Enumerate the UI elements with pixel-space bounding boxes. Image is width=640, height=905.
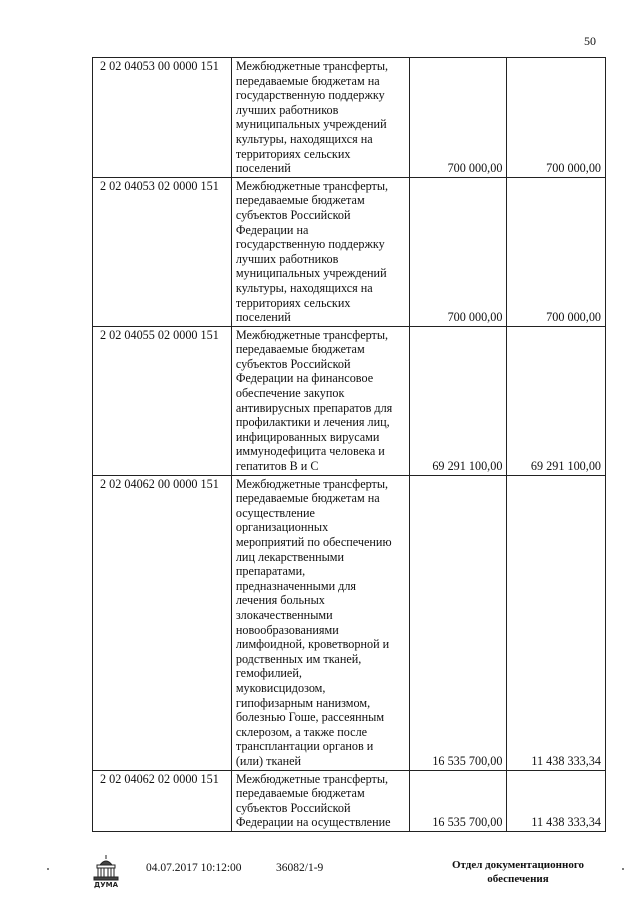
page-number: 50: [584, 34, 596, 48]
amount-first: 700 000,00: [409, 58, 507, 178]
amount-first: 16 535 700,00: [409, 770, 507, 831]
budget-item-name-line: мероприятий по обеспечению: [235, 535, 392, 549]
amount-second: 11 438 333,34: [507, 475, 606, 770]
budget-item-name-line: государственную поддержку: [235, 88, 385, 103]
table-row: [93, 177, 606, 326]
budget-item-name-line: иммунодефицита человека и: [235, 444, 385, 459]
budget-item-name-line: лучших работников: [235, 102, 339, 117]
budget-item-name-line: поселений: [235, 310, 291, 325]
budget-item-name-line: профилактики и лечения лиц,: [235, 415, 390, 430]
budget-item-name-line: субъектов Российской: [235, 800, 351, 815]
budget-item-name-line: территориях сельских: [235, 295, 351, 310]
budget-item-name-line: осуществление: [235, 505, 315, 520]
budget-item-name-line: Межбюджетные трансферты,: [235, 59, 389, 73]
budget-item-name-line: новообразованиями: [235, 622, 339, 637]
footer-date: 04.07.2017 10:12:00: [146, 862, 242, 874]
budget-item-name-line: Межбюджетные трансферты,: [235, 178, 389, 193]
amount-first: 69 291 100,00: [409, 326, 507, 475]
budget-code: 2 02 04055 02 0000 151: [93, 326, 232, 475]
budget-item-name-line: Федерации на осуществление: [235, 815, 391, 830]
logo-text: ДУМА: [93, 881, 119, 889]
budget-item-name-line: муниципальных учреждений: [235, 266, 387, 281]
budget-item-name-line: поселений: [235, 161, 291, 176]
budget-item-name-line: Федерации на финансовое: [235, 371, 374, 386]
budget-code: 2 02 04062 00 0000 151: [93, 475, 232, 770]
table-row: [93, 770, 606, 831]
budget-item-name-line: Межбюджетные трансферты,: [235, 771, 389, 786]
budget-item-name-line: гипофизарным нанизмом,: [235, 695, 371, 710]
budget-item-name-line: гемофилией,: [235, 666, 302, 681]
budget-item-name-line: лимфоидной, кроветворной и: [235, 637, 390, 652]
budget-item-name-line: Федерации на: [235, 222, 309, 237]
budget-code: 2 02 04062 02 0000 151: [93, 770, 232, 831]
budget-item-name-line: государственную поддержку: [235, 237, 385, 252]
budget-item-name-line: антивирусных препаратов для: [235, 400, 393, 415]
budget-item-name-line: инфицированных вирусами: [235, 429, 380, 444]
budget-item-name-line: склерозом, а также после: [235, 724, 368, 739]
budget-item-name-line: субъектов Российской: [235, 356, 351, 371]
budget-code: 2 02 04053 02 0000 151: [93, 177, 232, 326]
budget-item-name-line: лечения больных: [235, 593, 325, 608]
amount-second: 700 000,00: [507, 177, 606, 326]
amount-first: 16 535 700,00: [409, 475, 507, 770]
table-row: [93, 326, 606, 475]
table-row: [93, 58, 606, 178]
budget-item-name-line: передаваемые бюджетам: [235, 786, 365, 801]
footer-department: [438, 858, 598, 886]
budget-item-name-line: организационных: [235, 520, 329, 535]
budget-item-name-line: лиц лекарственными: [235, 549, 345, 564]
footer-doc-number: 36082/1-9: [276, 862, 324, 874]
budget-item-name-line: злокачественными: [235, 607, 333, 622]
budget-item-name-line: препаратами,: [235, 564, 306, 579]
budget-table: [92, 57, 606, 832]
amount-second: 69 291 100,00: [507, 326, 606, 475]
table-row: [93, 475, 606, 770]
budget-item-name: [231, 475, 409, 770]
budget-item-name-line: субъектов Российской: [235, 207, 351, 222]
footer-department-line: обеспечения: [487, 873, 549, 885]
duma-logo: [90, 853, 122, 889]
scan-dot: [47, 868, 49, 870]
budget-item-name-line: передаваемые бюджетам на: [235, 491, 380, 506]
scan-dot: [622, 868, 624, 870]
budget-item-name-line: муковисцидозом,: [235, 680, 326, 695]
budget-item-name-line: лучших работников: [235, 251, 339, 266]
budget-item-name: [231, 770, 409, 831]
budget-item-name-line: трансплантации органов и: [235, 739, 374, 754]
budget-item-name-line: предназначенными для: [235, 578, 357, 593]
amount-first: 700 000,00: [409, 177, 507, 326]
budget-item-name-line: муниципальных учреждений: [235, 117, 387, 132]
budget-item-name: [231, 177, 409, 326]
footer-department-line: Отдел документационного: [451, 859, 585, 871]
amount-second: 700 000,00: [507, 58, 606, 178]
budget-item-name-line: родственных им тканей,: [235, 651, 362, 666]
budget-item-name-line: Межбюджетные трансферты,: [235, 327, 389, 342]
budget-item-name-line: болезнью Гоше, рассеянным: [235, 710, 385, 725]
budget-item-name-line: Межбюджетные трансферты,: [235, 476, 389, 491]
budget-item-name-line: гепатитов В и С: [235, 459, 319, 474]
budget-item-name-line: обеспечение закупок: [235, 386, 345, 401]
budget-item-name-line: культуры, находящихся на: [235, 131, 373, 146]
budget-item-name-line: передаваемые бюджетам на: [235, 73, 380, 88]
budget-item-name: [231, 58, 409, 178]
budget-item-name-line: культуры, находящихся на: [235, 280, 373, 295]
budget-code: 2 02 04053 00 0000 151: [93, 58, 232, 178]
amount-second: 11 438 333,34: [507, 770, 606, 831]
budget-item-name-line: передаваемые бюджетам: [235, 342, 365, 357]
budget-item-name-line: территориях сельских: [235, 146, 351, 161]
budget-item-name: [231, 326, 409, 475]
budget-item-name-line: (или) тканей: [235, 753, 302, 768]
budget-item-name-line: передаваемые бюджетам: [235, 193, 365, 208]
